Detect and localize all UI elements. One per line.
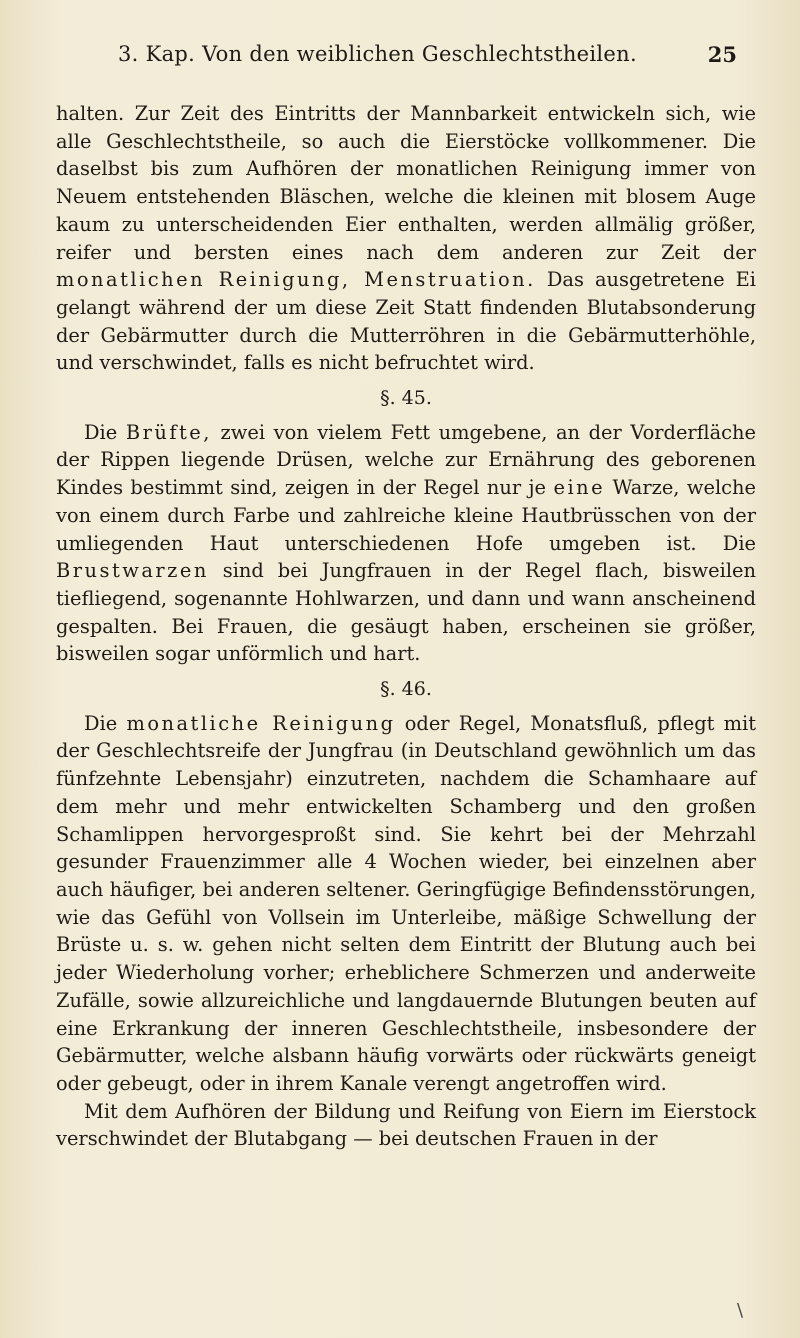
paragraph-2 [56, 419, 756, 668]
running-head: 3. Kap. Von den weiblichen Geschlechtstheilen. [118, 42, 637, 66]
paragraph-2-d: sind bei Jungfrauen in der Regel flach, bisweilen tiefliegend, sogenannte Hohlwarzen, und dann und wann anscheinend gespalten. Bei Frauen, die gesäugt haben, erscheinen sie größer, bisweilen sogar unförmlich und hart. [56, 559, 756, 666]
stray-mark: \ [737, 1300, 744, 1321]
paragraph-3 [56, 710, 756, 1098]
term-menstruation: monatlichen Reinigung, Menstruation. [56, 268, 536, 292]
paragraph-1-rest: Das ausgetretene Ei gelangt während der um diese Zeit Statt findenden Blutabsonderung der Gebärmutter durch die Mutterröhren in die Gebärmutterhöhle, und verschwindet, falls es nicht befruchtet wird. [56, 268, 757, 375]
paragraph-3-b: oder Regel, Monatsfluß, pflegt mit der Geschlechtsreife der Jungfrau (in Deutschland gewöhnlich um das fünfzehnte Lebensjahr) einzutreten, nachdem die Schamhaare auf dem mehr und mehr entwickelten Schamberg und den großen Schamlippen hervorgesproßt sind. Sie kehrt bei der Mehrzahl gesunder Frauenzimmer alle 4 Wochen wieder, bei einzelnen aber auch häufiger, bei anderen seltener. Geringfügige Befindensstörungen, wie das Gefühl von Vollsein im Unterleibe, mäßige Schwellung der Brüste u. s. w. gehen nicht selten dem Eintritt der Blutung auch bei jeder Wiederholung vorher; erheblichere Schmerzen und anderweite Zufälle, sowie allzureichliche und langdauernde Blutungen beuten auf eine Erkrankung der inneren Geschlechtstheile, insbesondere der Gebärmutter, welche alsbann häufig vorwärts oder rückwärts geneigt oder gebeugt, oder in ihrem Kanale verengt angetroffen wird. [56, 711, 756, 1095]
section-45-heading: §. 45. [380, 387, 432, 410]
paragraph-1-text: halten. Zur Zeit des Eintritts der Mannbarkeit entwickeln sich, wie alle Geschlechtstheile, so auch die Eierstöcke vollkommener. Die daselbst bis zum Aufhören der monatlichen Reinigung immer von Neuem entstehenden Bläschen, welche die kleinen mit blosem Auge kaum zu unterscheidenden Eier enthalten, werden allmälig größer, reifer und bersten eines nach dem anderen zur Zeit der [56, 102, 756, 264]
paragraph-1 [56, 100, 756, 377]
paragraph-2-c: Warze, welche von einem durch Farbe und zahlreiche kleine Hautbrüsschen von der umliegenden Haut unterschiedenen Hofe umgeben ist. Die [56, 476, 756, 555]
term-monatliche-reinigung: monatliche Reinigung [126, 711, 396, 735]
page-header [60, 40, 745, 80]
page-body [56, 100, 756, 1153]
paragraph-3-a: Die [84, 711, 118, 735]
paragraph-4: Mit dem Aufhören der Bildung und Reifung von Eiern im Eierstock verschwindet der Blutabgang — bei deutschen Frauen in der [56, 1099, 756, 1151]
section-46-heading: §. 46. [380, 678, 432, 701]
page-number: 25 [707, 42, 737, 67]
term-eine: eine [553, 476, 606, 500]
term-brustwarzen: Brustwarzen [56, 559, 209, 583]
paragraph-2-b: zwei von vielem Fett umgebene, an der Vorderfläche der Rippen liegende Drüsen, welche zur Ernährung des geborenen Kindes bestimmt sind, zeigen in der Regel nur je [56, 420, 757, 500]
paragraph-2-a: Die [84, 420, 118, 444]
term-brueste: Brüfte, [125, 420, 212, 444]
